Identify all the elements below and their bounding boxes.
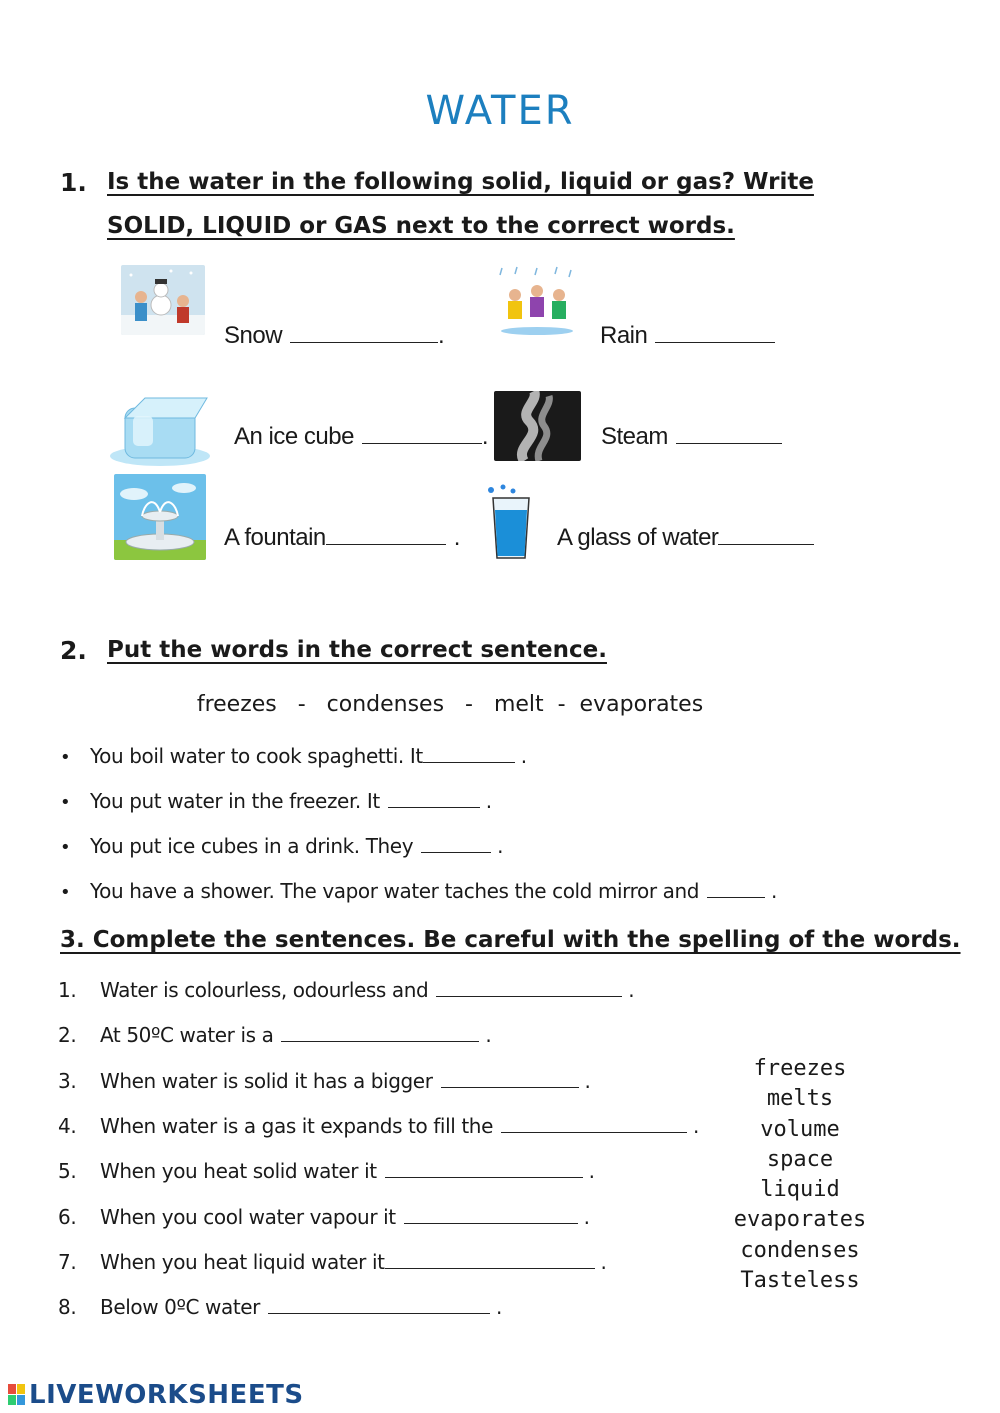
list-item: 8. Below 0ºC water .: [58, 1295, 502, 1319]
answer-blank[interactable]: [404, 1203, 578, 1224]
answer-blank[interactable]: [385, 1248, 595, 1269]
answer-blank[interactable]: [707, 877, 765, 898]
list-item: 7. When you heat liquid water it .: [58, 1250, 607, 1274]
answer-blank[interactable]: [268, 1293, 490, 1314]
answer-blank[interactable]: [290, 322, 438, 343]
list-item: 5. When you heat solid water it .: [58, 1159, 595, 1183]
q2-wordbank: freezes - condenses - melt - evaporates: [196, 692, 704, 717]
q1-item-snow: Snow .: [224, 322, 445, 349]
answer-blank[interactable]: [676, 423, 782, 444]
list-item: • You boil water to cook spaghetti. It .: [60, 744, 527, 768]
q1-item-fountain: A fountain .: [224, 524, 460, 551]
list-item: • You put ice cubes in a drink. They .: [60, 834, 504, 858]
footer-brand[interactable]: LIVEWORKSHEETS: [8, 1380, 304, 1410]
wordbank-item: freezes: [753, 1056, 847, 1081]
q1-item-steam: Steam: [601, 423, 782, 451]
glass-of-water-icon: [485, 484, 537, 560]
list-item: 4. When water is a gas it expands to fill the .: [58, 1114, 699, 1138]
list-item: 2. At 50ºC water is a .: [58, 1023, 492, 1047]
answer-blank[interactable]: [326, 524, 446, 545]
list-item: • You put water in the freezer. It .: [60, 789, 492, 813]
q2-number: 2.: [60, 636, 87, 665]
rain-kids-icon: [497, 265, 577, 337]
wordbank-item: space: [766, 1146, 834, 1172]
q1-item-ice-cube: An ice cube .: [234, 423, 489, 450]
answer-blank[interactable]: [718, 524, 814, 545]
list-item: 6. When you cool water vapour it .: [58, 1205, 590, 1229]
steam-icon: [494, 391, 581, 461]
wordbank-item: Tasteless: [740, 1268, 860, 1294]
list-item: 1. Water is colourless, odourless and .: [58, 978, 635, 1002]
q3-wordbank: [720, 1054, 880, 1296]
list-item: • You have a shower. The vapor water taches the cold mirror and .: [60, 879, 777, 903]
wordbank-item: liquid: [760, 1177, 840, 1203]
snowman-icon: [121, 265, 205, 335]
answer-blank[interactable]: [281, 1021, 479, 1042]
liveworksheets-logo-icon: [8, 1383, 26, 1405]
q1-number: 1.: [60, 168, 87, 197]
q3-question: 3. Complete the sentences. Be careful with the spelling of the words.: [60, 927, 961, 953]
answer-blank[interactable]: [385, 1157, 583, 1178]
answer-blank[interactable]: [362, 423, 482, 444]
wordbank-item: evaporates: [733, 1207, 867, 1233]
answer-blank[interactable]: [436, 976, 622, 997]
q1-question: Is the water in the following solid, liquid or gas? Write SOLID, LIQUID or GAS next to the correct words.: [107, 169, 814, 239]
answer-blank[interactable]: [388, 787, 480, 808]
answer-blank[interactable]: [441, 1067, 579, 1088]
fountain-icon: [114, 474, 206, 560]
q2-question: Put the words in the correct sentence.: [107, 637, 607, 663]
q1-item-glass: A glass of water: [557, 524, 814, 552]
page-title: WATER: [425, 88, 575, 134]
answer-blank[interactable]: [423, 742, 515, 763]
answer-blank[interactable]: [655, 322, 775, 343]
list-item: 3. When water is solid it has a bigger .: [58, 1069, 591, 1093]
answer-blank[interactable]: [421, 832, 491, 853]
wordbank-item: volume: [760, 1116, 840, 1142]
ice-cube-icon: [107, 390, 213, 468]
answer-blank[interactable]: [501, 1112, 687, 1133]
wordbank-item: melts: [766, 1086, 834, 1112]
q1-item-rain: Rain: [600, 322, 775, 350]
wordbank-item: condenses: [740, 1237, 860, 1263]
